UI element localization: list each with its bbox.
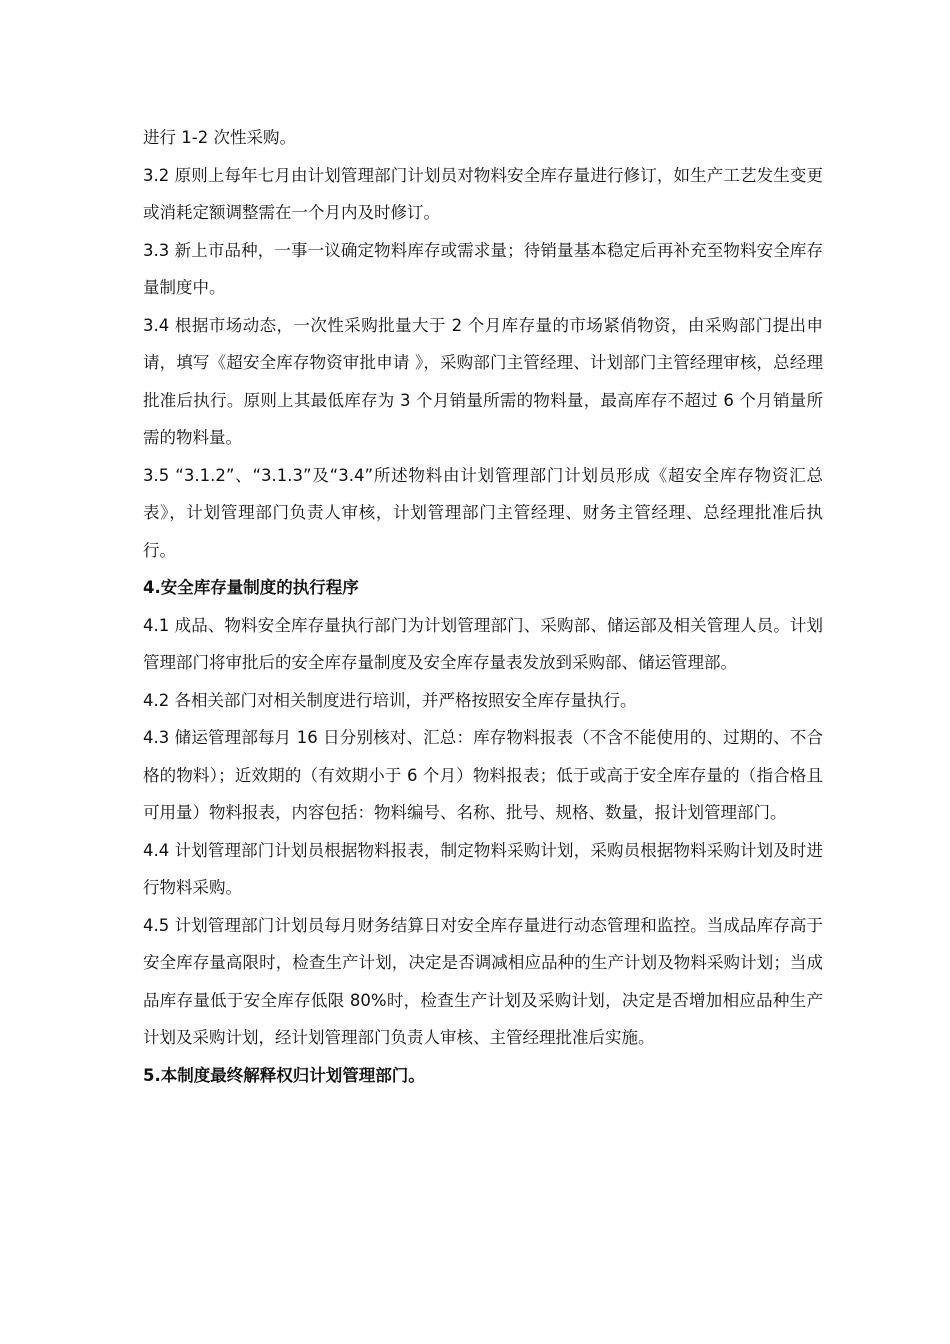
section-heading-5: 5.本制度最终解释权归计划管理部门。: [143, 1065, 425, 1085]
section-heading-4: 4.安全库存量制度的执行程序: [143, 578, 359, 597]
paragraph-4-1: 4.1 成品、物料安全库存量执行部门为计划管理部门、采购部、储运部及相关管理人员。计划管理部门将审批后的安全库存量制度及安全库存量表发放到采购部、储运管理部。: [143, 615, 823, 672]
paragraph-4-5: 4.5 计划管理部门计划员每月财务结算日对安全库存量进行动态管理和监控。当成品库存高于安全库存量高限时，检查生产计划，决定是否调减相应品种的生产计划及物料采购计划；当成品库存量低于安全库存低限 80%时，检查生产计划及采购计划，决定是否增加相应品种生产计划及采购计划，经计划管理部门负责人审核、主管经理批准后实施。: [143, 915, 823, 1047]
paragraph-3-2: 3.2 原则上每年七月由计划管理部门计划员对物料安全库存量进行修订，如生产工艺发生变更或消耗定额调整需在一个月内及时修订。: [143, 165, 823, 222]
paragraph-3-3: 3.3 新上市品种，一事一议确定物料库存或需求量；待销量基本稳定后再补充至物料安全库存量制度中。: [143, 240, 823, 297]
paragraph-4-4: 4.4 计划管理部门计划员根据物料报表，制定物料采购计划，采购员根据物料采购计划及时进行物料采购。: [143, 840, 823, 897]
paragraph-4-2: 4.2 各相关部门对相关制度进行培训，并严格按照安全库存量执行。: [143, 690, 637, 710]
paragraph-procurement-continuation: 进行 1-2 次性采购。: [143, 128, 296, 147]
paragraph-3-5: 3.5 “3.1.2”、“3.1.3”及“3.4”所述物料由计划管理部门计划员形成《超安全库存物资汇总表》，计划管理部门负责人审核，计划管理部门主管经理、财务主管经理、总经理批准后执行。: [143, 465, 823, 560]
paragraph-3-4: 3.4 根据市场动态，一次性采购批量大于 2 个月库存量的市场紧俏物资，由采购部门提出申请，填写《超安全库存物资审批申请 》，采购部门主管经理、计划部门主管经理审核，总经理批准后执行。原则上其最低库存为 3 个月销量所需的物料量，最高库存不超过 6 个月销量所需的物料量。: [143, 315, 823, 447]
document-body: [143, 119, 823, 1094]
paragraph-4-3: 4.3 储运管理部每月 16 日分别核对、汇总：库存物料报表（不含不能使用的、过期的、不合格的物料）；近效期的（有效期小于 6 个月）物料报表；低于或高于安全库存量的（指合格且可用量）物料报表，内容包括：物料编号、名称、批号、规格、数量，报计划管理部门。: [143, 728, 823, 822]
